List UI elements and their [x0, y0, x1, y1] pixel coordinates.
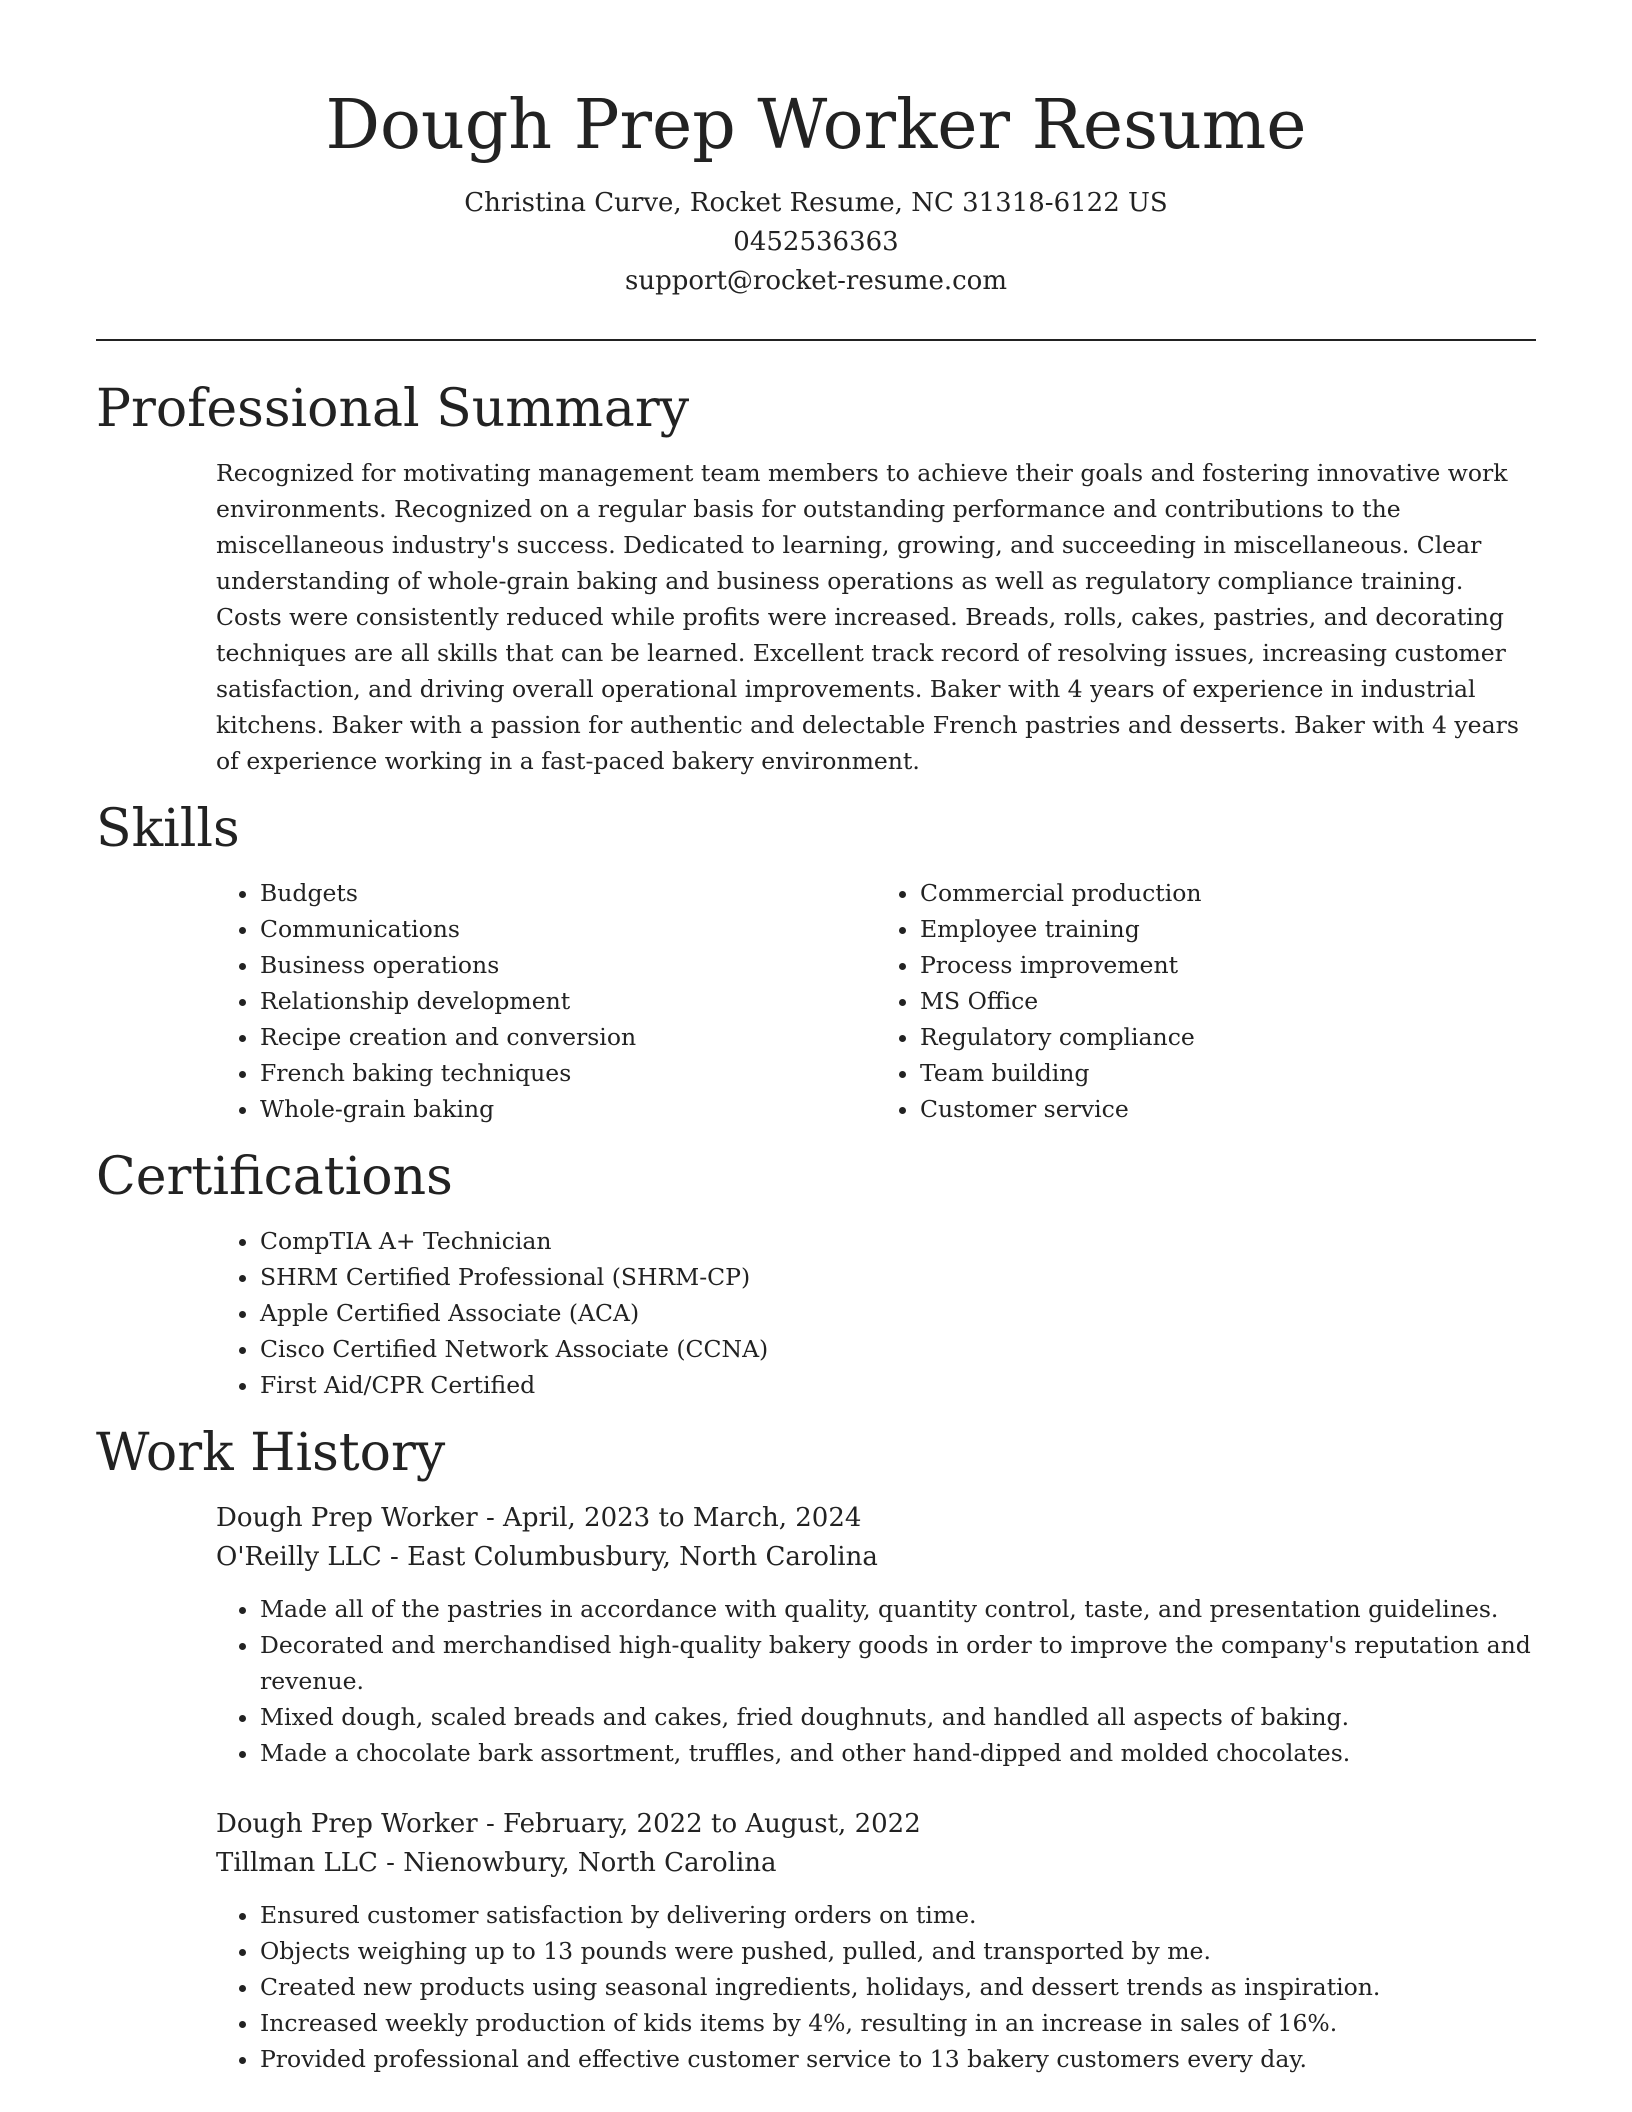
summary-heading: Professional Summary	[96, 379, 690, 439]
work-history-heading: Work History	[96, 1423, 446, 1483]
job-title-dates: Dough Prep Worker - February, 2022 to August, 2022	[216, 1809, 921, 1839]
contact-email: support@rocket-resume.com	[624, 266, 1007, 296]
skill-item: • MS Office	[920, 983, 1536, 1019]
job-duty-item: • Decorated and merchandised high-quality bakery goods in order to improve the company's reputation and revenue.	[260, 1627, 1536, 1699]
skill-item: • Budgets	[260, 875, 876, 911]
skill-item: • Process improvement	[920, 947, 1536, 983]
job-duties-list	[216, 1591, 1536, 1771]
contact-phone: 0452536363	[733, 227, 899, 257]
skill-item: • Business operations	[260, 947, 876, 983]
job-company-location: Tillman LLC - Nienowbury, North Carolina	[216, 1848, 777, 1878]
job-duty-item: • Provided professional and effective customer service to 13 bakery customers every day.	[260, 2041, 1536, 2077]
skills-list-right	[876, 875, 1536, 1127]
skill-item: • Whole-grain baking	[260, 1091, 876, 1127]
skills-grid	[96, 875, 1536, 1127]
work-history-section	[96, 1421, 1536, 2077]
skills-section	[96, 797, 1536, 1127]
job-duty-item: • Increased weekly production of kids items by 4%, resulting in an increase in sales of 16%.	[260, 2005, 1536, 2041]
job-duty-item: • Made a chocolate bark assortment, truffles, and other hand-dipped and molded chocolates.	[260, 1735, 1536, 1771]
skills-list-left	[216, 875, 876, 1127]
job-company-location: O'Reilly LLC - East Columbusbury, North Carolina	[216, 1542, 878, 1572]
summary-section	[96, 377, 1536, 779]
skill-item: • Relationship development	[260, 983, 876, 1019]
skill-item: • Communications	[260, 911, 876, 947]
job-duty-item: • Objects weighing up to 13 pounds were pushed, pulled, and transported by me.	[260, 1933, 1536, 1969]
job-duty-item: • Mixed dough, scaled breads and cakes, fried doughnuts, and handled all aspects of baking.	[260, 1699, 1536, 1735]
header-divider	[96, 339, 1536, 341]
certification-item: • Cisco Certified Network Associate (CCNA)	[260, 1331, 1536, 1367]
skill-item: • French baking techniques	[260, 1055, 876, 1091]
skill-item: • Team building	[920, 1055, 1536, 1091]
resume-header	[96, 78, 1536, 301]
skill-item: • Recipe creation and conversion	[260, 1019, 876, 1055]
skill-item: • Customer service	[920, 1091, 1536, 1127]
summary-text: Recognized for motivating management team members to achieve their goals and fostering innovative work environments. Recognized on a regular basis for outstanding performance and contributions to the miscellaneous industry's success. Dedicated to learning, growing, and succeeding in miscellaneous. Clear understanding of whole-grain baking and business operations as well as regulatory compliance training. Costs were consistently reduced while profits were increased. Breads, rolls, cakes, pastries, and decorating techniques are all skills that can be learned. Excellent track record of resolving issues, increasing customer satisfaction, and driving overall operational improvements. Baker with 4 years of experience in industrial kitchens. Baker with a passion for authentic and delectable French pastries and desserts. Baker with 4 years of experience working in a fast-paced bakery environment.	[216, 459, 1519, 775]
job-title-dates: Dough Prep Worker - April, 2023 to March, 2024	[216, 1503, 862, 1533]
skill-item: • Regulatory compliance	[920, 1019, 1536, 1055]
certification-item: • First Aid/CPR Certified	[260, 1367, 1536, 1403]
certifications-list	[216, 1223, 1536, 1403]
certifications-heading: Certifications	[96, 1147, 453, 1207]
certification-item: • Apple Certified Associate (ACA)	[260, 1295, 1536, 1331]
job-duties-list	[216, 1897, 1536, 2077]
certifications-section	[96, 1145, 1536, 1403]
job-duty-item: • Ensured customer satisfaction by delivering orders on time.	[260, 1897, 1536, 1933]
job-duty-item: • Made all of the pastries in accordance with quality, quantity control, taste, and presentation guidelines.	[260, 1591, 1536, 1627]
certification-item: • CompTIA A+ Technician	[260, 1223, 1536, 1259]
skill-item: • Commercial production	[920, 875, 1536, 911]
job-duty-item: • Created new products using seasonal ingredients, holidays, and dessert trends as inspiration.	[260, 1969, 1536, 2005]
contact-address: Christina Curve, Rocket Resume, NC 31318-6122 US	[464, 188, 1168, 218]
skills-heading: Skills	[96, 799, 240, 859]
job-entry	[216, 1499, 1536, 1771]
skill-item: • Employee training	[920, 911, 1536, 947]
job-entry	[216, 1805, 1536, 2077]
certification-item: • SHRM Certified Professional (SHRM-CP)	[260, 1259, 1536, 1295]
page-title: Dough Prep Worker Resume	[325, 86, 1307, 165]
